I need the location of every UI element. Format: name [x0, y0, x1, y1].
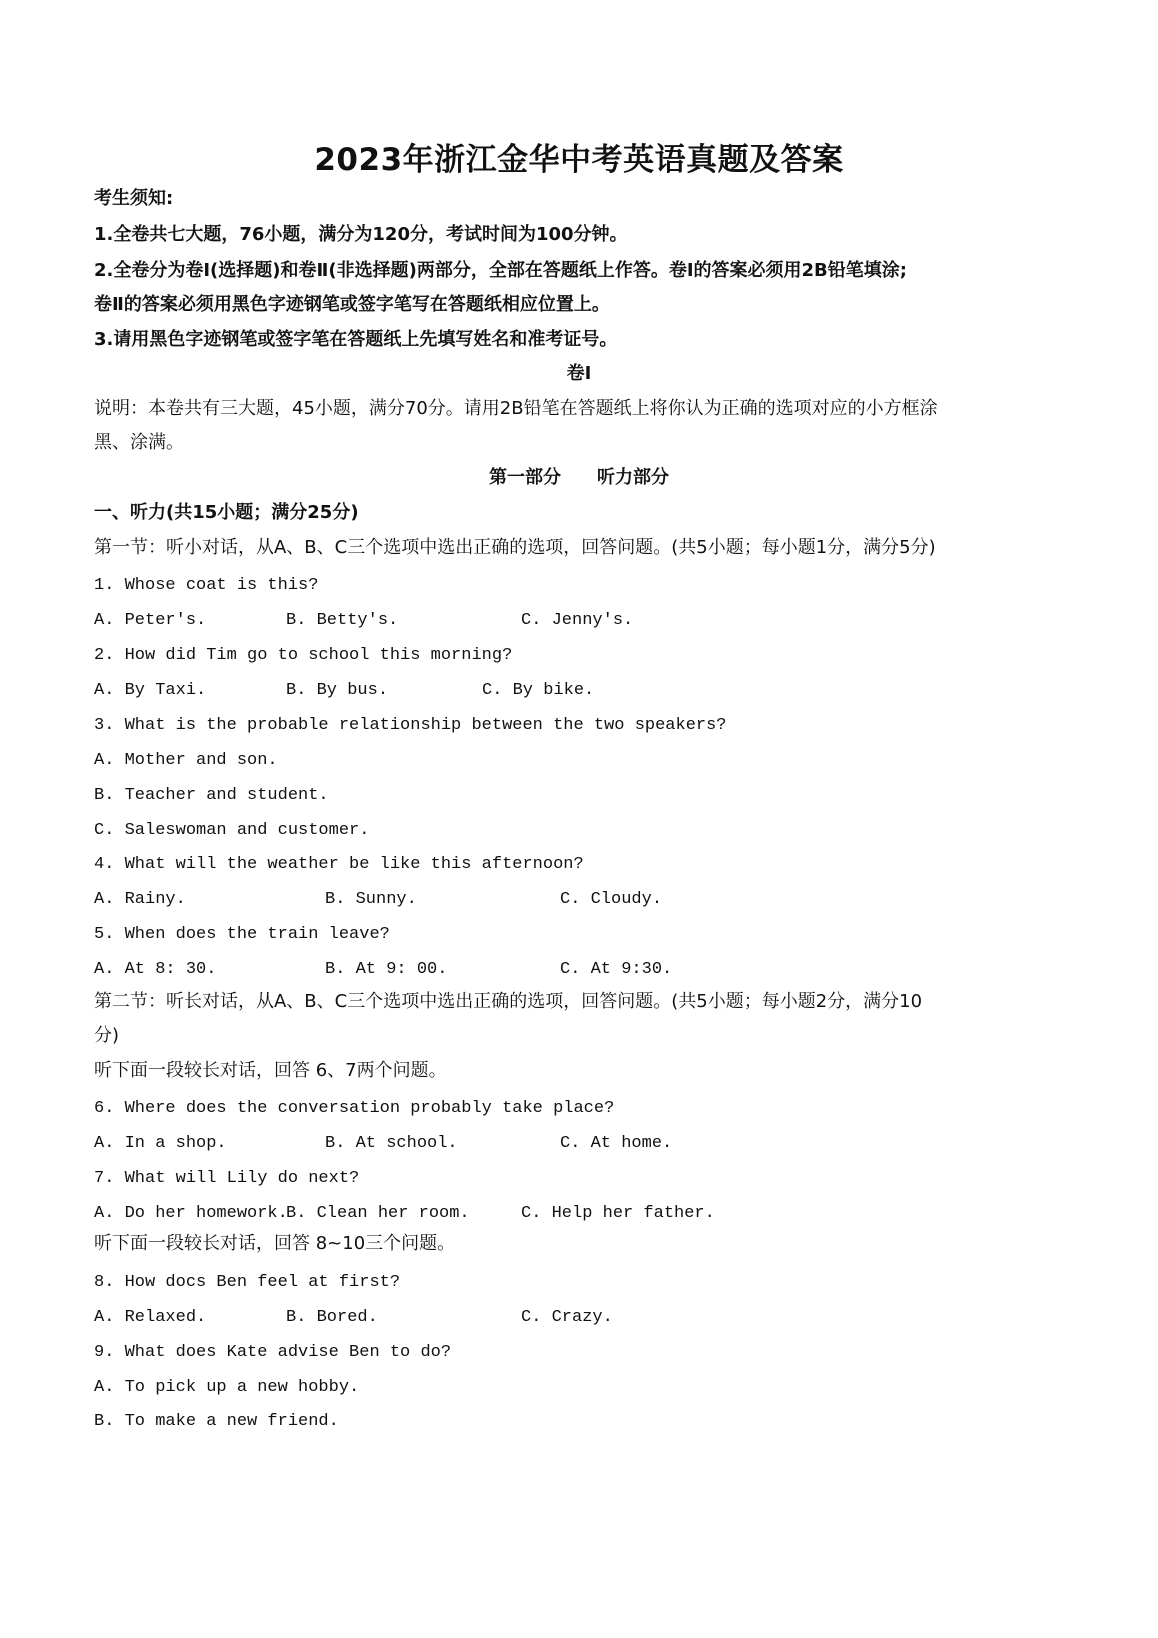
q1-option-a: A. Peter's.	[94, 611, 207, 630]
part-heading: 第一部分 听力部分	[489, 467, 669, 488]
q4-option-a: A. Rainy.	[94, 890, 186, 909]
q6-option-c: C. At home.	[560, 1134, 673, 1153]
q5-option-a: A. At 8: 30.	[94, 960, 217, 979]
q6-option-a: A. In a shop.	[94, 1134, 227, 1153]
question-9: 9. What does Kate advise Ben to do?	[94, 1343, 452, 1362]
instructions-line-1: 说明：本卷共有三大题，45小题，满分70分。请用2B铅笔在答题纸上将你认为正确的选项对应的小方框涂	[94, 398, 938, 419]
q4-option-c: C. Cloudy.	[560, 890, 663, 909]
q2-option-b: B. By bus.	[286, 681, 389, 700]
q9-option-a: A. To pick up a new hobby.	[94, 1378, 360, 1397]
q5-option-c: C. At 9:30.	[560, 960, 673, 979]
volume-heading: 卷Ⅰ	[566, 363, 592, 384]
notice-item-2-cont: 卷Ⅱ的答案必须用黑色字迹钢笔或签字笔写在答题纸相应位置上。	[94, 294, 610, 315]
q2-option-a: A. By Taxi.	[94, 681, 207, 700]
q7-option-b: B. Clean her room.	[286, 1204, 470, 1223]
instructions-line-2: 黑、涂满。	[94, 432, 184, 453]
section-heading: 一、听力(共15小题；满分25分)	[94, 502, 359, 523]
notice-item-3: 3.请用黑色字迹钢笔或签字笔在答题纸上先填写姓名和准考证号。	[94, 329, 618, 350]
dialog-1-intro: 听下面一段较长对话，回答 6、7两个问题。	[94, 1060, 447, 1081]
q3-option-c: C. Saleswoman and customer.	[94, 821, 370, 840]
q5-option-b: B. At 9: 00.	[325, 960, 448, 979]
question-1: 1. Whose coat is this?	[94, 576, 319, 595]
notice-item-2: 2.全卷分为卷Ⅰ(选择题)和卷Ⅱ(非选择题)两部分，全部在答题纸上作答。卷Ⅰ的答案必须用2B铅笔填涂;	[94, 260, 907, 281]
q2-option-c: C. By bike.	[482, 681, 595, 700]
notice-item-1: 1.全卷共七大题，76小题，满分为120分，考试时间为100分钟。	[94, 224, 628, 245]
q9-option-b: B. To make a new friend.	[94, 1412, 339, 1431]
q7-option-a: A. Do her homework.	[94, 1204, 288, 1223]
q7-option-c: C. Help her father.	[521, 1204, 715, 1223]
q8-option-b: B. Bored.	[286, 1308, 378, 1327]
q1-option-b: B. Betty's.	[286, 611, 399, 630]
q1-option-c: C. Jenny's.	[521, 611, 634, 630]
question-5: 5. When does the train leave?	[94, 925, 390, 944]
q3-option-a: A. Mother and son.	[94, 751, 278, 770]
q8-option-a: A. Relaxed.	[94, 1308, 207, 1327]
q8-option-c: C. Crazy.	[521, 1308, 613, 1327]
section2-intro-line-2: 分)	[94, 1025, 120, 1046]
dialog-2-intro: 听下面一段较长对话，回答 8~10三个问题。	[94, 1233, 456, 1254]
question-4: 4. What will the weather be like this afternoon?	[94, 855, 584, 874]
question-8: 8. How docs Ben feel at first?	[94, 1273, 401, 1292]
section2-intro-line-1: 第二节：听长对话，从A、B、C三个选项中选出正确的选项，回答问题。(共5小题；每小题2分，满分10	[94, 991, 923, 1012]
question-6: 6. Where does the conversation probably take place?	[94, 1099, 615, 1118]
question-2: 2. How did Tim go to school this morning?	[94, 646, 513, 665]
question-3: 3. What is the probable relationship between the two speakers?	[94, 716, 727, 735]
q6-option-b: B. At school.	[325, 1134, 458, 1153]
notice-heading: 考生须知:	[94, 188, 174, 209]
document-title: 2023年浙江金华中考英语真题及答案	[314, 142, 844, 178]
section1-intro: 第一节：听小对话，从A、B、C三个选项中选出正确的选项，回答问题。(共5小题；每小题1分，满分5分)	[94, 537, 936, 558]
question-7: 7. What will Lily do next?	[94, 1169, 360, 1188]
q4-option-b: B. Sunny.	[325, 890, 417, 909]
q3-option-b: B. Teacher and student.	[94, 786, 329, 805]
